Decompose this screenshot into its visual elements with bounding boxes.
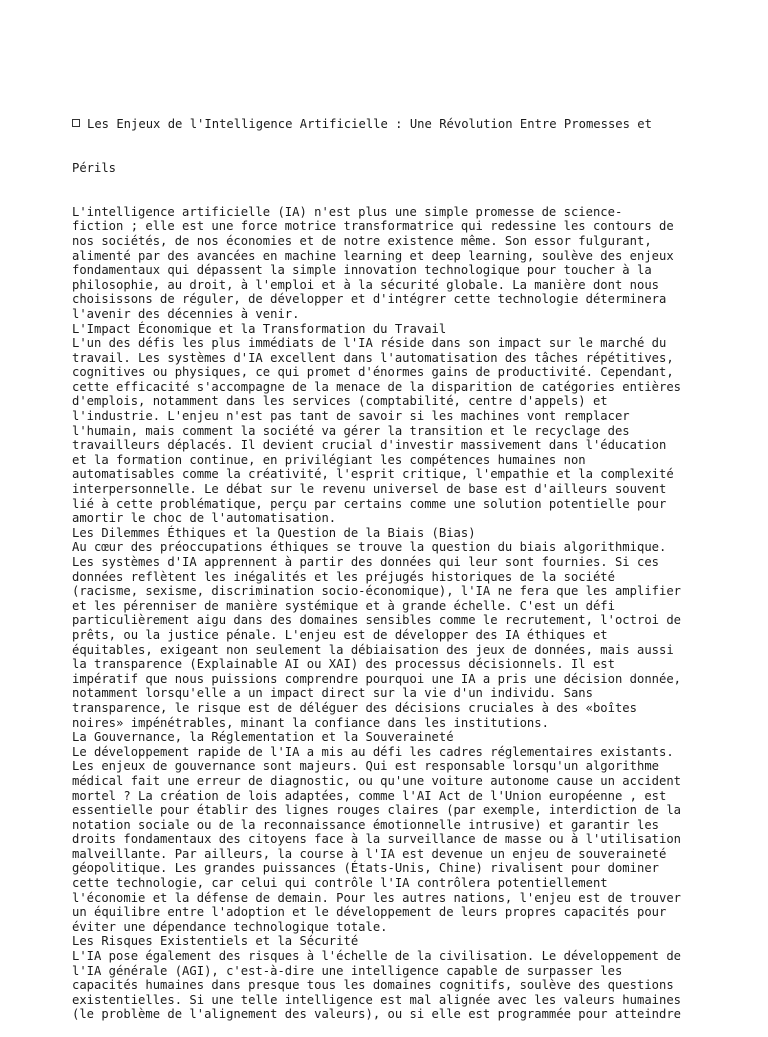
paragraph-line: prêts, ou la justice pénale. L'enjeu est de développer des IA éthiques et xyxy=(72,627,608,642)
paragraph-line: particulièrement aigu dans des domaines sensibles comme le recrutement, l'octroi de xyxy=(72,613,682,628)
paragraph-line: amortir le choc de l'automatisation. xyxy=(72,511,337,526)
paragraph-line: cognitives ou physiques, ce qui promet d'énormes gains de productivité. Cependant, xyxy=(72,365,674,380)
paragraph-line: essentielle pour établir des lignes rouges claires (par exemple, interdiction de la xyxy=(72,803,682,818)
paragraph-line: cette efficacité s'accompagne de la menace de la disparition de catégories entières xyxy=(72,379,682,394)
paragraph-line: L'intelligence artificielle (IA) n'est plus une simple promesse de science- xyxy=(72,204,623,219)
paragraph-line: cette technologie, car celui qui contrôle l'IA contrôlera potentiellement xyxy=(72,876,608,891)
paragraph-line: travail. Les systèmes d'IA excellent dans l'automatisation des tâches répétitives, xyxy=(72,350,674,365)
paragraph-line: médical fait une erreur de diagnostic, ou qu'une voiture autonome cause un accident xyxy=(72,773,682,788)
paragraph-line: d'emplois, notamment dans les services (comptabilité, centre d'appels) et xyxy=(72,394,608,409)
paragraph-line: (le problème de l'alignement des valeurs), ou si elle est programmée pour atteindre xyxy=(72,1007,682,1022)
paragraph-line: fondamentaux qui dépassent la simple innovation technologique pour toucher à la xyxy=(72,263,652,278)
paragraph-line: un équilibre entre l'adoption et le développement de leurs propres capacités pour xyxy=(72,905,667,920)
paragraph-line: la transparence (Explainable AI ou XAI) des processus décisionnels. Il est xyxy=(72,657,615,672)
paragraph-line: nos sociétés, de nos économies et de notre existence même. Son essor fulgurant, xyxy=(72,233,652,248)
paragraph-line: l'économie et la défense de demain. Pour les autres nations, l'enjeu est de trouver xyxy=(72,890,682,905)
paragraph-line: données reflètent les inégalités et les préjugés historiques de la société xyxy=(72,569,615,584)
paragraph-line: malveillante. Par ailleurs, la course à l'IA est devenue un enjeu de souveraineté xyxy=(72,846,667,861)
paragraph-line: philosophie, au droit, à l'emploi et à la sécurité globale. La manière dont nous xyxy=(72,277,659,292)
paragraph-line: Les enjeux de gouvernance sont majeurs. Qui est responsable lorsqu'un algorithme xyxy=(72,759,659,774)
paragraph-line: alimenté par des avancées en machine learning et deep learning, soulève des enjeux xyxy=(72,248,674,263)
paragraph-line: L'IA pose également des risques à l'échelle de la civilisation. Le développement de xyxy=(72,949,682,964)
paragraph-line: automatisables comme la créativité, l'esprit critique, l'empathie et la complexité xyxy=(72,467,674,482)
paragraph-line: l'humain, mais comment la société va gérer la transition et le recyclage des xyxy=(72,423,630,438)
paragraph-line: géopolitique. Les grandes puissances (États-Unis, Chine) rivalisent pour dominer xyxy=(72,861,659,876)
paragraph-line: fiction ; elle est une force motrice transformatrice qui redessine les contours de xyxy=(72,219,674,234)
document-title-text: Les Enjeux de l'Intelligence Artificielle : Une Révolution Entre Promesses et xyxy=(87,117,652,132)
paragraph-line: transparence, le risque est de déléguer des décisions cruciales à des «boîtes xyxy=(72,700,637,715)
paragraph-line: capacités humaines dans presque tous les domaines cognitifs, soulève des questions xyxy=(72,978,674,993)
square-bullet-icon xyxy=(72,119,80,127)
paragraph-line: l'IA générale (AGI), c'est-à-dire une intelligence capable de surpasser les xyxy=(72,963,623,978)
paragraph-line: notamment lorsqu'elle a un impact direct sur la vie d'un individu. Sans xyxy=(72,686,593,701)
paragraph-line: lié à cette problématique, perçu par certains comme une solution potentielle pour xyxy=(72,496,667,511)
paragraph-line: et la formation continue, en privilégiant les compétences humaines non xyxy=(72,452,586,467)
paragraph-line: Les systèmes d'IA apprennent à partir des données qui leur sont fournies. Si ces xyxy=(72,555,659,569)
paragraph-line: choisissons de réguler, de développer et d'intégrer cette technologie déterminera xyxy=(72,292,667,307)
paragraph-line: droits fondamentaux des citoyens face à la surveillance de masse ou à l'utilisation xyxy=(72,832,682,847)
paragraph-line: (racisme, sexisme, discrimination socio-économique), l'IA ne fera que les amplifier xyxy=(72,584,682,599)
document-page xyxy=(72,88,698,1037)
paragraph-line: notation sociale ou de la reconnaissance émotionnelle intrusive) et garantir les xyxy=(72,817,659,832)
paragraph-line: noires» impénétrables, minant la confiance dans les institutions. xyxy=(72,715,549,730)
paragraph-line: éviter une dépendance technologique totale. xyxy=(72,919,388,934)
section-heading: Les Dilemmes Éthiques et la Question de la Biais (Bias) xyxy=(72,525,476,540)
paragraph-line: impératif que nous puissions comprendre pourquoi une IA a pris une décision donnée, xyxy=(72,671,682,686)
paragraph-line: interpersonnelle. Le débat sur le revenu universel de base est d'ailleurs souvent xyxy=(72,482,667,497)
document-title-line-2: Périls xyxy=(72,160,117,175)
paragraph-line: mortel ? La création de lois adaptées, comme l'AI Act de l'Union européenne , est xyxy=(72,788,667,803)
section-heading: La Gouvernance, la Réglementation et la Souveraineté xyxy=(72,730,454,745)
document-body xyxy=(72,205,698,1022)
paragraph-line: l'avenir des décennies à venir. xyxy=(72,306,300,321)
paragraph-line: et les pérenniser de manière systémique et à grande échelle. C'est un défi xyxy=(72,598,615,613)
paragraph-line: L'un des défis les plus immédiats de l'IA réside dans son impact sur le marché du xyxy=(72,336,667,351)
section-heading: L'Impact Économique et la Transformation du Travail xyxy=(72,321,447,336)
paragraph-line: Au cœur des préoccupations éthiques se trouve la question du biais algorithmique. xyxy=(72,540,667,555)
paragraph-line: travailleurs déplacés. Il devient crucial d'investir massivement dans l'éducation xyxy=(72,438,667,453)
paragraph-line: Le développement rapide de l'IA a mis au défi les cadres réglementaires existants. xyxy=(72,744,674,759)
section-heading: Les Risques Existentiels et la Sécurité xyxy=(72,934,359,949)
document-title-line-1 xyxy=(72,117,698,132)
paragraph-line: équitables, exigeant non seulement la débiaisation des jeux de données, mais aussi xyxy=(72,642,674,657)
paragraph-line: l'industrie. L'enjeu n'est pas tant de savoir si les machines vont remplacer xyxy=(72,409,630,424)
paragraph-line: existentielles. Si une telle intelligence est mal alignée avec les valeurs humaines xyxy=(72,992,682,1007)
